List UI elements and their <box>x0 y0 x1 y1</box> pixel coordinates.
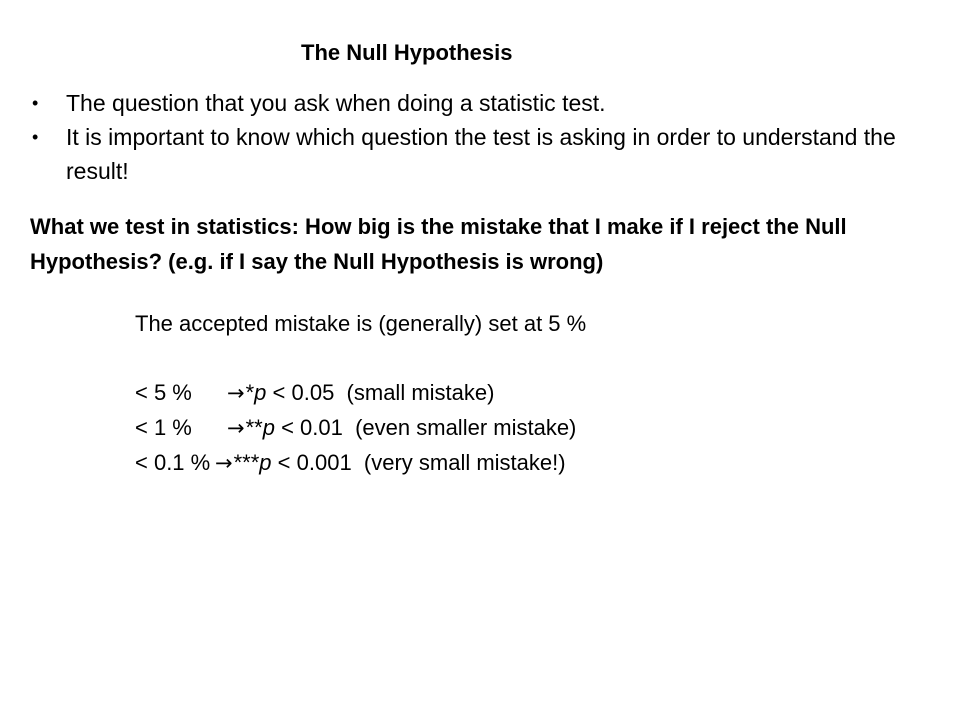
threshold: < 5 % <box>135 380 192 405</box>
statistics-statement: What we test in statistics: How big is the mistake that I make if I reject the Null Hypothesis? (e.g. if I say the Null Hypothesis is wrong) <box>30 214 847 274</box>
bullet-text: The question that you ask when doing a statistic test. <box>66 90 606 116</box>
p-symbol: p <box>259 450 272 475</box>
bullet-icon: • <box>32 127 39 147</box>
stars: *** <box>233 450 260 475</box>
bullet-item <box>30 86 930 120</box>
significance-row <box>135 445 935 480</box>
bullet-icon: • <box>32 93 39 113</box>
stars: * <box>245 380 255 405</box>
p-symbol: p <box>262 415 275 440</box>
slide-title: The Null Hypothesis <box>301 40 513 65</box>
threshold: < 0.1 % <box>135 450 211 475</box>
stars: ** <box>245 415 263 440</box>
arrow-icon: → <box>227 381 245 405</box>
p-value-description: < 0.001 (very small mistake!) <box>271 450 566 475</box>
p-value-description: < 0.05 (small mistake) <box>266 380 495 405</box>
bullet-list <box>30 86 930 188</box>
arrow-icon: → <box>227 416 245 440</box>
arrow-icon: → <box>215 451 233 475</box>
significance-row <box>135 410 935 445</box>
significance-levels <box>135 306 935 480</box>
p-symbol: p <box>254 380 267 405</box>
blank-line <box>135 341 935 375</box>
significance-row <box>135 375 935 410</box>
threshold: < 1 % <box>135 415 192 440</box>
bullet-text: It is important to know which question the test is asking in order to understand the result! <box>66 124 896 184</box>
accepted-mistake-text: The accepted mistake is (generally) set at 5 % <box>135 311 587 336</box>
p-value-description: < 0.01 (even smaller mistake) <box>274 415 577 440</box>
bullet-item <box>30 120 930 188</box>
